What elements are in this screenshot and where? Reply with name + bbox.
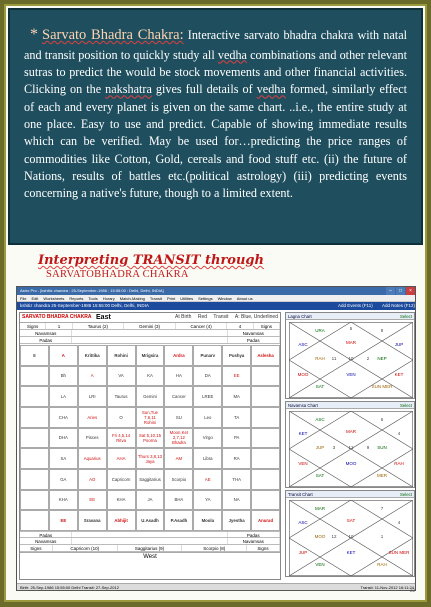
sbc-cell-7-2[interactable]: EE [78,490,107,511]
chart-label: RAH [377,562,387,567]
sbc-cell-0-0[interactable]: II [20,345,49,366]
sbc-cell-3-8[interactable] [251,407,280,428]
sbc-cell-2-0[interactable] [20,386,49,407]
sbc-cell-0-4[interactable]: Mrigsira [136,345,165,366]
signs-label-right: Signs [254,323,280,329]
chart-label: 10 [348,356,354,361]
sbc-cell-6-3[interactable]: Capricorn [107,469,136,490]
sbc-cell-7-6[interactable]: YA [193,490,222,511]
padas-row [20,337,280,344]
native-info: kshitiz chandra 25-September-1986 15:55:00 Delhi, Delhi, INDIA [20,303,149,308]
sbc-cell-0-1[interactable]: A [49,345,78,366]
signs-label-bottom: Signs [20,545,53,551]
chart-label: 3 [332,445,336,450]
lagna-select-button[interactable]: Select [400,314,412,319]
sbc-cell-4-0[interactable] [20,428,49,449]
sbc-cell-2-5[interactable]: Cancer [164,386,193,407]
chart-label: SAT [315,384,325,389]
chart-label: 12 [348,445,354,450]
chart-label: KET [298,431,308,436]
menu-item-about-us[interactable]: About us [236,296,253,301]
sbc-cell-6-6[interactable]: AE [193,469,222,490]
chart-label: RAH [394,461,404,466]
menu-item-reports[interactable]: Reports [69,296,84,301]
chart-label: RAH [315,356,325,361]
sbc-cell-3-4[interactable]: Sun,Tue 7,6,11 Rohini [136,407,165,428]
direction-footer [20,552,280,560]
intro-text-3: gives full details of [151,82,257,97]
sbc-cell-4-1[interactable]: DHA [49,428,78,449]
lagna-chart[interactable] [285,312,415,399]
sbc-cell-5-6[interactable]: Libra [193,448,222,469]
sbc-cell-5-4[interactable]: Thurs 3,8,13 Jaya [136,448,165,469]
sbc-cell-4-2[interactable]: Pisces [78,428,107,449]
sbc-cell-8-8[interactable]: Anurad [251,510,280,531]
info-bar [17,302,415,310]
close-icon[interactable]: × [406,287,415,295]
legend-blue: A: Blue, Underlined [234,314,278,320]
navamsas-label-bottom: Navamsas [20,538,72,544]
sbc-cell-2-8[interactable] [251,386,280,407]
sbc-cell-0-2[interactable]: Krittika [78,345,107,366]
direction-west: West [143,554,157,560]
menu-item-settings[interactable]: Settings [198,296,213,301]
intro-vedha: vedha [217,47,247,62]
sbc-cell-5-1[interactable]: SA [49,448,78,469]
sbc-cell-0-8[interactable]: Aslesha [251,345,280,366]
sign-top-0: 1 [46,323,72,329]
sign-top-2: Gemini (3) [124,323,176,329]
page-frame [4,4,427,602]
sbc-title: SARVATO BHADRA CHAKRA [22,314,92,320]
info-actions [330,302,415,310]
sbc-cell-2-7[interactable]: MA [222,386,251,407]
chart-label: KET [346,550,356,555]
sbc-cell-3-5[interactable]: SU [164,407,193,428]
bullet-star: * [30,26,38,43]
sbc-cell-0-7[interactable]: Pushya [222,345,251,366]
chart-label: ASC [315,417,325,422]
transit-chart-title: Transit Chart [288,492,313,497]
menubar [17,295,415,302]
chart-label: MOO [297,372,309,377]
sbc-cell-8-7[interactable]: Jyestha [222,510,251,531]
chart-label: MAR [346,340,356,345]
sbc-cell-3-6[interactable]: Leo [193,407,222,428]
sbc-cell-0-6[interactable]: Punarv [193,345,222,366]
sbc-panel [19,312,281,580]
navamsa-chart-header [286,402,414,409]
sbc-cell-2-1[interactable]: LA [49,386,78,407]
sbc-cell-3-7[interactable]: TA [222,407,251,428]
sign-top-3: Cancer (4) [176,323,228,329]
signs-label: Signs [20,323,46,329]
sbc-cell-8-0[interactable] [20,510,49,531]
chart-label: MER [377,473,387,478]
legend-options [170,314,278,321]
sbc-cell-6-2[interactable]: AO [78,469,107,490]
chart-label: 11 [331,356,337,361]
menu-item-worksheets[interactable]: Worksheets [43,296,65,301]
sbc-cell-3-3[interactable]: O [107,407,136,428]
lagna-chart-title: Lagna Chart [288,314,312,319]
padas-row-bottom [20,531,280,538]
transit-select-button[interactable]: Select [400,492,412,497]
chart-label: 12 [331,534,337,539]
chart-label: SAT [346,518,356,523]
chart-label: JUP [298,550,308,555]
chart-label: MAR [346,429,356,434]
signs-label-bottom-right: Signs [247,545,280,551]
intro-nakshatra: nakshatra [105,82,152,97]
navamsas-label-bottom-right: Navamsas [228,538,280,544]
menu-item-file[interactable]: File [20,296,27,301]
chart-label: ASC [298,520,308,525]
menu-item-utilities[interactable]: Utilities [180,296,194,301]
sbc-cell-4-7[interactable]: PA [222,428,251,449]
navamsas-row-bottom [20,538,280,545]
sbc-cell-2-4[interactable]: Gemini [136,386,165,407]
sbc-cell-3-0[interactable] [20,407,49,428]
chart-label: SUN [377,445,387,450]
sbc-cell-2-6[interactable]: LREE [193,386,222,407]
sbc-cell-6-5[interactable]: Scorpio [164,469,193,490]
section-subtitle: SARVATOBHADRA CHAKRA [46,269,189,280]
sbc-cell-8-1[interactable]: EE [49,510,78,531]
charts-panel [285,312,415,580]
chart-label: SUN MER [371,384,393,389]
add-notes-button[interactable]: Add Notes (F12) [381,303,415,308]
padas-label: Padas [20,337,72,343]
chart-label: URA [315,328,325,333]
sbc-cell-1-4[interactable]: KA [136,366,165,387]
minimize-icon[interactable]: – [386,287,395,295]
menu-item-transit[interactable]: Transit [149,296,162,301]
intro-title: Sarvato Bhadra Chakra: [42,27,184,43]
intro-vedha-2: vedha [256,82,286,97]
sbc-cell-6-4[interactable]: Saggitarius [136,469,165,490]
legend-transit[interactable]: Transit [213,314,229,320]
sbc-cell-8-2[interactable]: Sravana [78,510,107,531]
menu-item-match-making[interactable]: Match-Making [119,296,145,301]
padas-label-bottom: Padas [20,532,72,537]
sbc-cell-1-2[interactable]: A [78,366,107,387]
menu-item-print[interactable]: Print [166,296,176,301]
chart-label: VEN [315,562,325,567]
chart-label: 8 [380,328,384,333]
chart-label: JUP [394,342,404,347]
chart-label: 6 [380,417,384,422]
sbc-cell-7-3[interactable]: KHA [107,490,136,511]
sbc-cell-4-4[interactable]: Sat 5,10,15 Poorna [136,428,165,449]
sbc-cell-6-7[interactable]: THA [222,469,251,490]
navamsas-row [20,330,280,337]
transit-chart-diagram [289,500,413,576]
window-title: Astro Pro - [kshitiz chandra : 25-September-1986 : 15:55:00 : Delhi, Delhi, INDIA] [20,288,164,293]
lagna-chart-header [286,313,414,320]
intro-text-4: formed, similarly effect of each and every planet is given on the same chart. ..i.e., the entire study at one place. Easy to use and predict. Capable of showing immediate results which can be verified. May be used for…predicting the price ranges of commodities like Cotton, Gold, cereals and food stuff etc. (ii) the future of Nations, results of battles etc.(political astrology) (iii) predicting events concerning a native's future, though to a limited extent. [24,82,407,201]
sbc-cell-8-4[interactable]: U.Asadh [136,510,165,531]
chart-label: VEN [346,372,356,377]
status-left: Birth: 25-Sep-1986 15:55:00 Delhi Transit: 27-Sep-2012 [20,585,119,590]
sbc-cell-1-3[interactable]: VA [107,366,136,387]
sbc-cell-7-8[interactable] [251,490,280,511]
sbc-cell-5-7[interactable]: RA [222,448,251,469]
window-titlebar [17,287,415,295]
chart-label: 5 [349,326,353,331]
sbc-cell-0-5[interactable]: Ardra [164,345,193,366]
section-title: Interpreting TRANSIT through [38,253,264,268]
direction-east: East [96,314,111,321]
chart-label: MOO [314,534,326,539]
sbc-cell-1-8[interactable] [251,366,280,387]
chart-label: 1 [380,534,384,539]
sbc-cell-0-3[interactable]: Rohini [107,345,136,366]
sbc-cell-6-0[interactable] [20,469,49,490]
sbc-cell-7-0[interactable] [20,490,49,511]
navamsas-label-right: Navamsas [228,330,280,336]
sbc-cell-4-5[interactable]: Moon,Ket 2,7,12 Bhadra [164,428,193,449]
page-number: 22 [410,589,415,594]
navamsa-select-button[interactable]: Select [400,403,412,408]
sbc-cell-8-5[interactable]: P.Asadh [164,510,193,531]
sbc-cell-7-5[interactable]: BHA [164,490,193,511]
sbc-cell-4-8[interactable] [251,428,280,449]
intro-text-1: Interactive sarvato bhadra chakra with natal and transit position to quickly study all [24,28,407,62]
padas-label-right: Padas [228,337,280,343]
sbc-cell-5-5[interactable]: AM [164,448,193,469]
chart-label: SAT [315,473,325,478]
navamsa-chart[interactable] [285,401,415,488]
chart-label: MAR [315,506,325,511]
chart-label: 4 [397,431,401,436]
chart-label: NEP [377,356,387,361]
chart-label: MOO [345,461,357,466]
legend-at-birth[interactable]: At Birth [175,314,192,320]
sbc-cell-2-2[interactable]: LRI [78,386,107,407]
sbc-cell-5-0[interactable] [20,448,49,469]
menu-item-window[interactable]: Window [217,296,232,301]
chart-label: 4 [397,520,401,525]
menu-item-tools[interactable]: Tools [88,296,98,301]
transit-chart-header [286,491,414,498]
sbc-cell-1-6[interactable]: DA [193,366,222,387]
sbc-cell-1-0[interactable] [20,366,49,387]
intro-panel [8,8,423,245]
sign-top-4: 4 [227,323,253,329]
sbc-cell-6-8[interactable] [251,469,280,490]
chart-label: ASC [298,342,308,347]
sbc-cell-5-2[interactable]: Aquarius [78,448,107,469]
chart-label: SUN MER [388,550,410,555]
legend-red: Red [197,314,208,320]
sbc-cell-8-3[interactable]: Abhijit [107,510,136,531]
chart-label: 7 [380,506,384,511]
sign-bottom-2: Scorpio (8) [182,545,247,551]
sbc-cell-1-7[interactable]: EE [222,366,251,387]
status-right: Transit: 11-Nov-2012 16:11:24 [360,585,414,590]
menu-item-edit[interactable]: Edit [31,296,39,301]
sbc-cell-4-6[interactable]: Virgo [193,428,222,449]
chart-label: 9 [366,445,370,450]
sign-top-1: Taurus (2) [73,323,125,329]
menu-item-horary[interactable]: Horary [102,296,115,301]
add-events-button[interactable]: Add Events (F11) [338,303,373,308]
sbc-cell-4-3[interactable]: Fri 4,5,14 Ritva [107,428,136,449]
signs-row-bottom [20,545,280,552]
navamsas-label: Navamsas [20,330,72,336]
sbc-cell-6-1[interactable]: GA [49,469,78,490]
sbc-cell-7-4[interactable]: JA [136,490,165,511]
sbc-grid [20,345,280,531]
signs-row [20,323,280,330]
sbc-cell-3-2[interactable]: Aries [78,407,107,428]
sign-bottom-1: Saggitarius (9) [118,545,183,551]
navamsa-chart-diagram [289,411,413,487]
chart-label: JUP [315,445,325,450]
sbc-cell-8-6[interactable]: Moola [193,510,222,531]
sbc-cell-2-3[interactable]: Taurus [107,386,136,407]
padas-label-bottom-right: Padas [228,532,280,537]
sbc-cell-1-5[interactable]: HA [164,366,193,387]
sbc-cell-7-7[interactable]: NA [222,490,251,511]
navamsa-chart-title: Navamsa Chart [288,403,318,408]
sign-bottom-0: Capricorn (10) [53,545,118,551]
transit-chart[interactable] [285,490,415,577]
sbc-cell-1-1[interactable]: Bh [49,366,78,387]
chart-label: 2 [366,356,370,361]
sbc-cell-5-8[interactable] [251,448,280,469]
sbc-cell-7-1[interactable]: KHA [49,490,78,511]
sbc-header [20,313,280,323]
maximize-icon[interactable]: □ [396,287,405,295]
sbc-cell-5-3[interactable]: AHA [107,448,136,469]
sbc-cell-3-1[interactable]: CHA [49,407,78,428]
lagna-chart-diagram [289,322,413,398]
app-screenshot [16,286,416,591]
intro-text-2: combinations and other relevant sutras to predict the would be stock movements and other financial activities. Clicking on the [24,47,408,97]
status-bar [17,583,416,590]
chart-label: VEN [298,461,308,466]
chart-label: KET [394,372,404,377]
chart-label: 10 [348,534,354,539]
